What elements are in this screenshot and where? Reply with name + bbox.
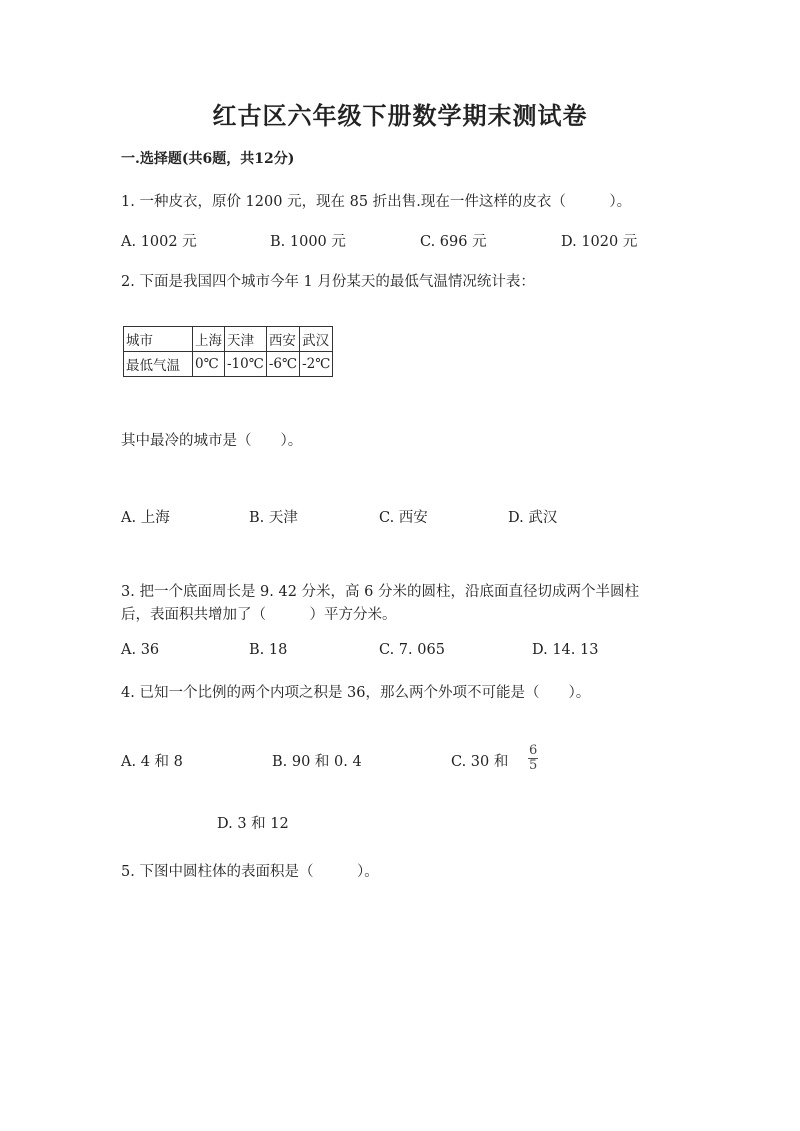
question-2-prompt: 其中最冷的城市是（ ）。 xyxy=(121,433,303,449)
question-1-option-a: A. 1002 元 xyxy=(121,234,197,250)
question-4-option-d: D. 3 和 12 xyxy=(217,816,289,832)
question-4-text: 4. 已知一个比例的两个内项之积是 36，那么两个外项不可能是（ ）。 xyxy=(121,685,591,701)
question-5-text: 5. 下图中圆柱体的表面积是（ ）。 xyxy=(121,864,379,880)
question-4-option-b: B. 90 和 0. 4 xyxy=(272,754,362,770)
question-3-option-a: A. 36 xyxy=(121,642,160,658)
table-cell-shanghai: 0℃ xyxy=(193,352,225,377)
table-header-tianjin: 天津 xyxy=(225,327,267,352)
table-row-label: 最低气温 xyxy=(124,352,193,377)
table-row xyxy=(124,327,333,352)
fraction-denominator: 5 xyxy=(529,758,538,773)
question-4-option-c-fraction xyxy=(528,744,538,773)
question-2-option-b: B. 天津 xyxy=(249,510,298,526)
question-3-option-c: C. 7. 065 xyxy=(379,642,445,658)
question-3-option-b: B. 18 xyxy=(249,642,288,658)
question-3-text-line-1: 3. 把一个底面周长是 9. 42 分米，高 6 分米的圆柱，沿底面直径切成两个半圆柱 xyxy=(121,584,639,600)
question-2-option-a: A. 上海 xyxy=(121,510,170,526)
question-2-text: 2. 下面是我国四个城市今年 1 月份某天的最低气温情况统计表： xyxy=(121,274,535,290)
question-3-text-line-2: 后，表面积共增加了（ ）平方分米。 xyxy=(121,607,397,623)
question-4-option-a: A. 4 和 8 xyxy=(121,754,183,770)
question-1-option-c: C. 696 元 xyxy=(420,234,487,250)
table-cell-tianjin: -10℃ xyxy=(225,352,267,377)
question-1-text: 1. 一种皮衣，原价 1200 元，现在 85 折出售.现在一件这样的皮衣（ ）。 xyxy=(121,194,632,210)
table-header-city: 城市 xyxy=(124,327,193,352)
fraction-numerator: 6 xyxy=(529,743,538,758)
table-header-xian: 西安 xyxy=(266,327,299,352)
question-2-option-c: C. 西安 xyxy=(379,510,428,526)
table-header-shanghai: 上海 xyxy=(193,327,225,352)
table-cell-wuhan: -2℃ xyxy=(300,352,333,377)
question-4-option-c: C. 30 和 xyxy=(451,754,509,770)
table-row xyxy=(124,352,333,377)
page-title: 红古区六年级下册数学期末测试卷 xyxy=(212,101,588,130)
question-2-option-d: D. 武汉 xyxy=(508,510,558,526)
section-heading: 一.选择题(共6题，共12分) xyxy=(121,151,295,167)
temperature-table xyxy=(123,326,333,377)
question-1-option-b: B. 1000 元 xyxy=(270,234,346,250)
question-3-option-d: D. 14. 13 xyxy=(532,642,599,658)
question-1-option-d: D. 1020 元 xyxy=(561,234,638,250)
table-cell-xian: -6℃ xyxy=(266,352,299,377)
table-header-wuhan: 武汉 xyxy=(300,327,333,352)
